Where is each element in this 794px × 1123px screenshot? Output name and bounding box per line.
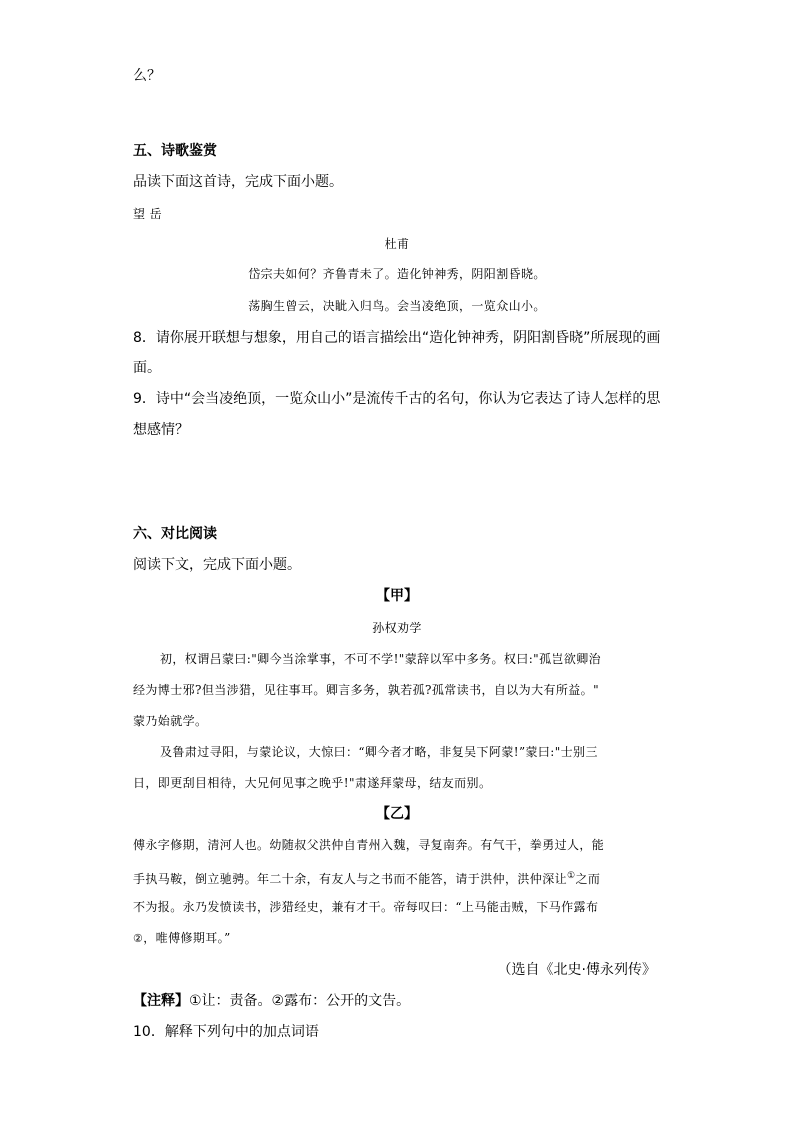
passage-jia-p1-line-1: 初，权谓吕蒙曰:"卿今当涂掌事，不可不学!"蒙辞以军中多务。权曰:"孤岂欲卿治 (160, 652, 602, 666)
passage-yi-line-1: 傅永字修期，清河人也。幼随叔父洪仲自青州入魏，寻复南奔。有气干，拳勇过人，能 (133, 838, 605, 852)
passage-yi-line-4 (133, 928, 231, 949)
poem-title: 望 岳 (133, 207, 163, 221)
passage-yi-line-2 (133, 866, 600, 889)
passage-source: （选自《北史·傅永列传》 (497, 962, 656, 978)
passage-yi-line-4-text: ，唯傅修期耳。” (143, 931, 231, 945)
notes-label: 【注释】 (133, 993, 189, 1009)
question-8-line-2: 面。 (133, 360, 161, 376)
top-fragment: 么？ (133, 68, 161, 84)
question-9-line-1: 9．诗中“会当凌绝顶，一览众山小”是流传千古的名句，你认为它表达了诗人怎样的思 (133, 391, 661, 407)
section6-heading: 六、对比阅读 (133, 526, 217, 542)
passage-jia-title: 孙权劝学 (372, 621, 422, 635)
question-10: 10．解释下列句中的加点词语 (133, 1024, 319, 1040)
passage-yi-label: 【乙】 (376, 806, 418, 822)
footnote-marker-2: ② (133, 932, 144, 945)
passage-yi-line-3: 不为报。永乃发愤读书，涉猎经史，兼有才干。帝每叹曰：“上马能击贼，下马作露布 (133, 900, 599, 914)
passage-jia-p2-line-1: 及鲁肃过寻阳，与蒙论议，大惊曰：“卿今者才略，非复吴下阿蒙!”蒙曰:"士别三 (160, 745, 598, 759)
passage-jia-p2-line-2: 日，即更刮目相待，大兄何见事之晚乎!"肃遂拜蒙母，结友而别。 (133, 776, 492, 790)
section5-instruction: 品读下面这首诗，完成下面小题。 (133, 174, 343, 190)
passage-jia-p1-line-2: 经为博士邪?但当涉猎，见往事耳。卿言多务，孰若孤?孤常读书，自以为大有所益。" (133, 683, 599, 697)
notes (133, 991, 410, 1011)
passage-jia-p1-line-3: 蒙乃始就学。 (133, 714, 208, 728)
poem-line-1: 岱宗夫如何？齐鲁青未了。造化钟神秀，阴阳割昏晓。 (248, 267, 546, 281)
passage-jia-label: 【甲】 (376, 588, 418, 604)
poem-line-2: 荡胸生曾云，决眦入归鸟。会当凌绝顶，一览众山小。 (248, 299, 546, 313)
question-8-line-1: 8．请你展开联想与想象，用自己的语言描绘出“造化钟神秀，阴阳割昏晓”所展现的画 (133, 330, 661, 346)
footnote-marker-1: ① (567, 871, 576, 881)
passage-yi-line-2-text: 手执马鞍，倒立驰骋。年二十余，有友人与之书而不能答，请于洪仲，洪仲深让 (133, 872, 568, 886)
poem-author: 杜甫 (384, 237, 410, 251)
notes-text: ①让：责备。②露布：公开的文告。 (189, 993, 411, 1009)
passage-yi-line-2-tail: 之而 (575, 872, 601, 886)
section5-heading: 五、诗歌鉴赏 (133, 143, 217, 159)
section6-instruction: 阅读下文，完成下面小题。 (133, 557, 301, 573)
question-9-line-2: 想感情？ (133, 422, 189, 438)
